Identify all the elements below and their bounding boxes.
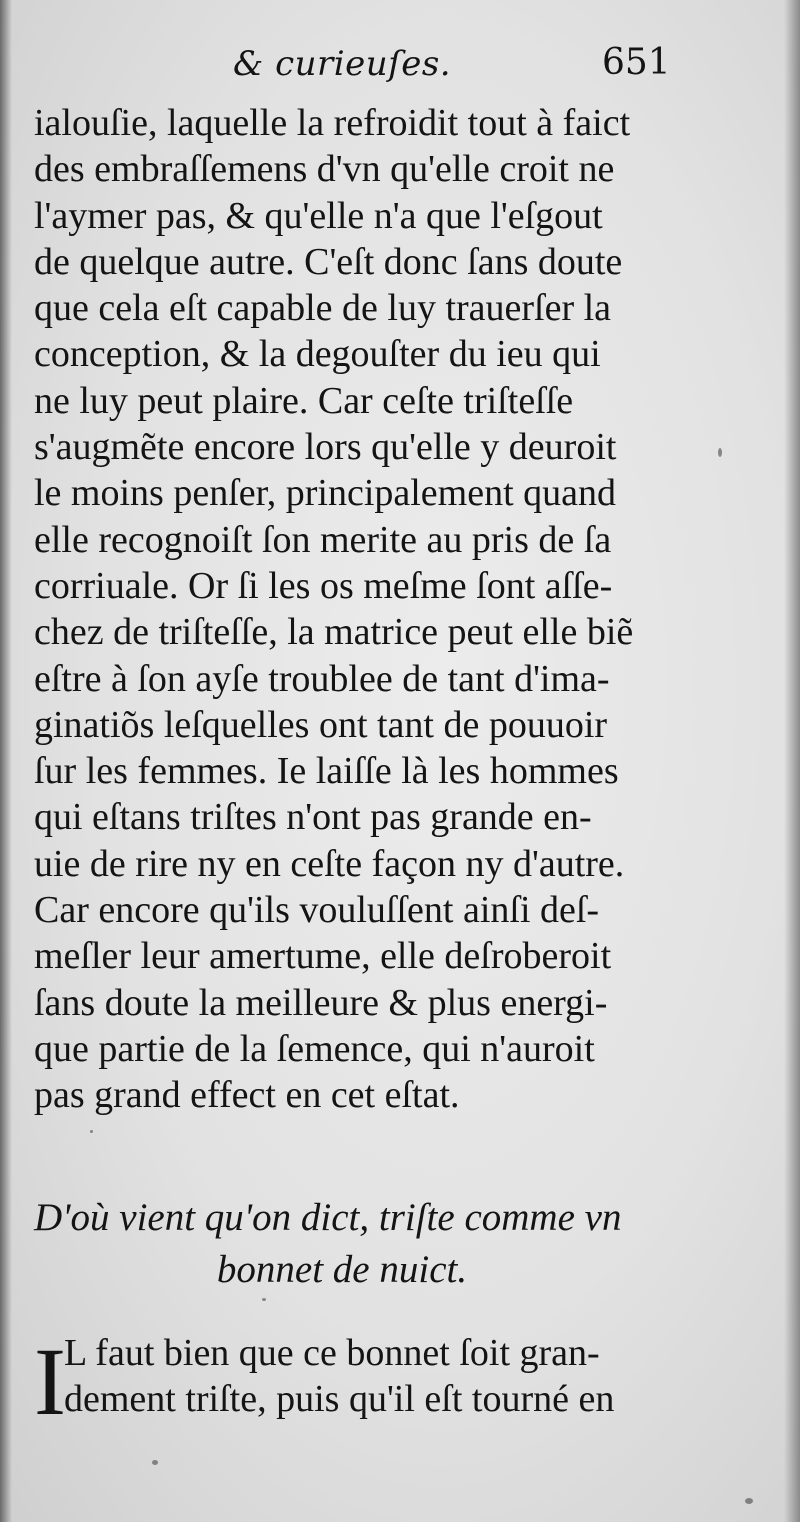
text-line: que partie de la ſemence, qui n'auroit: [34, 1027, 595, 1070]
text-line: meſler leur amertume, elle deſroberoit: [34, 935, 612, 978]
text-line: ginatiõs leſquelles ont tant de pouuoir: [34, 703, 608, 746]
text-line: ſur les femmes. Ie laiſſe là les hommes: [34, 750, 619, 793]
page-header: [0, 40, 800, 96]
page-edge-left: [0, 0, 12, 1522]
paper-speck: [262, 1298, 266, 1301]
text-line: L faut bien que ce bonnet ſoit gran-: [64, 1332, 600, 1374]
paper-speck: [152, 1460, 158, 1465]
closing-paragraph: [34, 1328, 674, 1435]
page-number: 651: [602, 42, 671, 83]
text-line: dement triſte, puis qu'il eſt tourné en: [64, 1378, 615, 1420]
heading-line: bonnet de nuict.: [216, 1248, 468, 1291]
heading-line: D'où vient qu'on dict, triſte comme vn: [34, 1196, 622, 1239]
text-line: eſtre à ſon ayſe troublee de tant d'ima-: [34, 657, 610, 700]
text-line: chez de triſteſſe, la matrice peut elle biẽ: [34, 611, 634, 654]
drop-cap: I: [34, 1328, 66, 1435]
text-line: ne luy peut plaire. Car ceſte triſteſſe: [34, 379, 574, 422]
text-line: l'aymer pas, & qu'elle n'a que l'eſgout: [34, 194, 603, 237]
text-line: ialouſie, laquelle la refroidit tout à faict: [34, 102, 631, 144]
text-line: elle recognoiſt ſon merite au pris de ſa: [34, 518, 612, 561]
text-line: ſans doute la meilleure & plus energi-: [34, 981, 608, 1024]
text-line: le moins penſer, principalement quand: [34, 472, 617, 515]
text-line: Car encore qu'ils vouluſſent ainſi deſ-: [34, 889, 600, 932]
paper-speck: [90, 1130, 93, 1133]
main-paragraph: [34, 100, 674, 1119]
text-line: corriuale. Or ſi les os meſme ſont aſſe-: [34, 564, 613, 607]
text-line: des embraſſemens d'vn qu'elle croit ne: [34, 148, 615, 191]
text-line: conception, & la degouſter du ieu qui: [34, 333, 601, 376]
paper-speck: [718, 448, 722, 457]
text-line: que cela eſt capable de luy trauerſer la: [34, 287, 612, 330]
text-line: s'augmẽte encore lors qu'elle y deuroit: [34, 426, 617, 469]
text-line: uie de rire ny en ceſte façon ny d'autre.: [34, 842, 625, 885]
text-line: pas grand effect en cet eſtat.: [34, 1074, 460, 1117]
text-line: de quelque autre. C'eſt donc ſans doute: [34, 240, 623, 283]
section-heading: [34, 1192, 674, 1296]
page-edge-right: [784, 0, 800, 1522]
text-line: qui eſtans triſtes n'ont pas grande en-: [34, 796, 592, 839]
running-head: & curieuſes.: [233, 44, 452, 84]
paper-speck: [745, 1498, 753, 1504]
